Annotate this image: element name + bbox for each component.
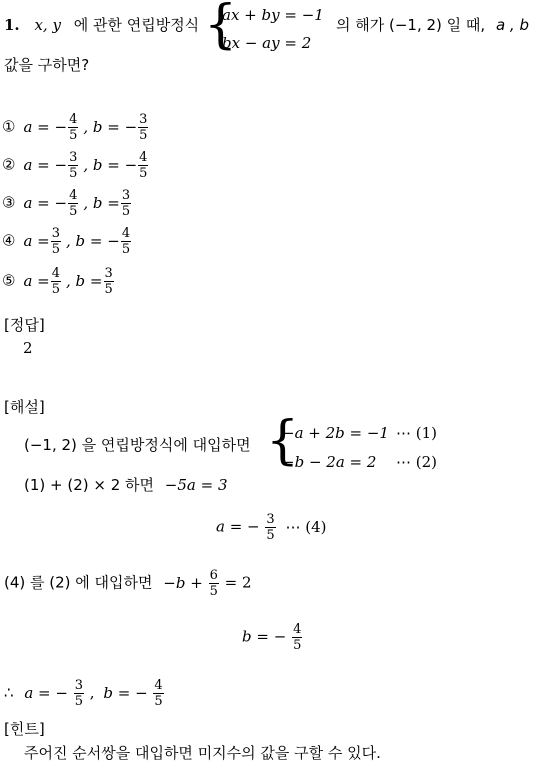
choice-a-den: 5: [69, 166, 78, 181]
choice-a-den: 5: [51, 282, 61, 297]
choice-a-fraction: [68, 188, 78, 219]
choice-b-fraction: [121, 226, 131, 257]
choice-a-num: 4: [69, 112, 78, 127]
center2-den: 5: [293, 638, 302, 653]
line3-den: 5: [209, 584, 218, 599]
choice-a-fraction: [51, 226, 61, 257]
choice-a-num: 3: [69, 150, 78, 165]
choice-a-lhs: a = −: [23, 193, 68, 212]
choice-a-fraction: [68, 112, 78, 143]
center1-den: 5: [266, 528, 275, 543]
choice-b-den: 5: [139, 166, 148, 181]
centered-eq-b: [242, 622, 303, 653]
center1-tag: ⋯ (4): [285, 517, 327, 536]
question-ab: a , b: [495, 16, 529, 34]
explanation-line-1: (−1, 2) 을 연립방정식에 대입하면: [24, 436, 251, 454]
line3-rhs: = 2: [224, 573, 252, 592]
explanation-brace: {: [266, 411, 300, 471]
explanation-line-2: [24, 478, 227, 493]
choice-mark: ④: [2, 231, 16, 250]
center1-num: 3: [266, 512, 275, 527]
final-b-num: 4: [154, 678, 163, 693]
choice-b-fraction: [121, 188, 131, 219]
choice-b-den: 5: [104, 282, 113, 297]
explanation-line-3: [4, 568, 252, 599]
choice-mark: ③: [2, 193, 16, 212]
center1-fraction: [265, 512, 275, 543]
choice-b-num: 3: [139, 112, 148, 127]
explanation-eq-b: −b − 2a = 2: [282, 453, 377, 471]
question-intro: 에 관한 연립방정식: [73, 16, 200, 34]
choice-a-num: 4: [69, 188, 78, 203]
line3-prefix: (4) 를 (2) 에 대입하면: [4, 573, 153, 592]
final-a-num: 3: [74, 678, 84, 693]
choice-option[interactable]: [2, 266, 115, 297]
choice-b-den: 5: [139, 128, 148, 143]
explanation-eq-b-tag: ⋯ (2): [396, 453, 438, 471]
question-line-2: 값을 구하면?: [4, 56, 90, 74]
line3-num: 6: [209, 568, 218, 583]
choice-b-lhs: , b =: [66, 271, 103, 290]
explanation-label: [해설]: [4, 398, 45, 416]
hint-text: 주어진 순서쌍을 대입하면 미지수의 값을 구할 수 있다.: [24, 744, 381, 762]
line3-lhs: −b +: [163, 573, 203, 592]
choice-b-num: 4: [121, 226, 131, 241]
equation-1: ax + by = −1: [222, 6, 324, 24]
answer-label: [정답]: [4, 316, 45, 334]
line2-result: −5a = 3: [164, 476, 228, 494]
condition-text: 의 해가 (−1, 2) 일 때,: [336, 16, 486, 34]
choice-a-lhs: a = −: [23, 117, 68, 136]
final-b: b = −: [103, 683, 148, 702]
explanation-eq-a-tag: ⋯ (1): [396, 424, 438, 442]
line3-fraction: [209, 568, 219, 599]
choice-b-num: 3: [104, 266, 113, 281]
choice-a-num: 4: [51, 266, 61, 281]
choice-option[interactable]: [2, 150, 149, 181]
choice-a-den: 5: [69, 204, 78, 219]
choice-a-num: 3: [51, 226, 61, 241]
choice-a-fraction: [51, 266, 61, 297]
choice-mark: ①: [2, 117, 16, 136]
choice-b-fraction: [104, 266, 114, 297]
question-line: [4, 18, 199, 33]
center2-lhs: b = −: [242, 627, 287, 646]
choice-a-lhs: a =: [23, 231, 50, 250]
choice-b-den: 5: [121, 204, 131, 219]
final-b-den: 5: [154, 694, 163, 709]
centered-eq-a: [216, 512, 326, 543]
final-b-fraction: [153, 678, 163, 709]
therefore-symbol: ∴: [4, 683, 14, 702]
system-brace: {: [204, 0, 238, 55]
center1-lhs: a = −: [216, 517, 260, 536]
choice-b-lhs: , b = −: [83, 155, 138, 174]
choice-b-fraction: [138, 112, 148, 143]
question-condition: [336, 18, 529, 33]
choice-b-den: 5: [121, 242, 131, 257]
answer-value: 2: [23, 339, 33, 357]
choice-a-lhs: a = −: [23, 155, 68, 174]
final-a: a = −: [24, 683, 68, 702]
final-a-den: 5: [74, 694, 84, 709]
choice-option[interactable]: [2, 188, 132, 219]
center2-num: 4: [293, 622, 302, 637]
final-answer-line: [4, 678, 165, 709]
choice-a-den: 5: [51, 242, 61, 257]
question-number: 1.: [4, 16, 20, 34]
choice-b-lhs: , b =: [83, 193, 120, 212]
choice-b-num: 4: [139, 150, 148, 165]
choice-a-lhs: a =: [23, 271, 50, 290]
choice-b-lhs: , b = −: [83, 117, 138, 136]
equation-2: bx − ay = 2: [222, 34, 312, 52]
line2-prefix: (1) + (2) × 2 하면: [24, 476, 154, 494]
center2-fraction: [292, 622, 302, 653]
choice-b-num: 3: [121, 188, 131, 203]
choice-a-den: 5: [69, 128, 78, 143]
final-a-fraction: [74, 678, 84, 709]
choice-a-fraction: [68, 150, 78, 181]
choice-option[interactable]: [2, 226, 132, 257]
choice-option[interactable]: [2, 112, 149, 143]
hint-label: [힌트]: [4, 720, 45, 738]
choice-b-fraction: [138, 150, 148, 181]
choice-mark: ②: [2, 155, 16, 174]
final-sep: ,: [89, 683, 95, 702]
choice-b-lhs: , b = −: [66, 231, 120, 250]
question-vars: x, y: [34, 16, 61, 34]
choice-mark: ⑤: [2, 271, 16, 290]
explanation-eq-a: −a + 2b = −1: [282, 424, 389, 442]
